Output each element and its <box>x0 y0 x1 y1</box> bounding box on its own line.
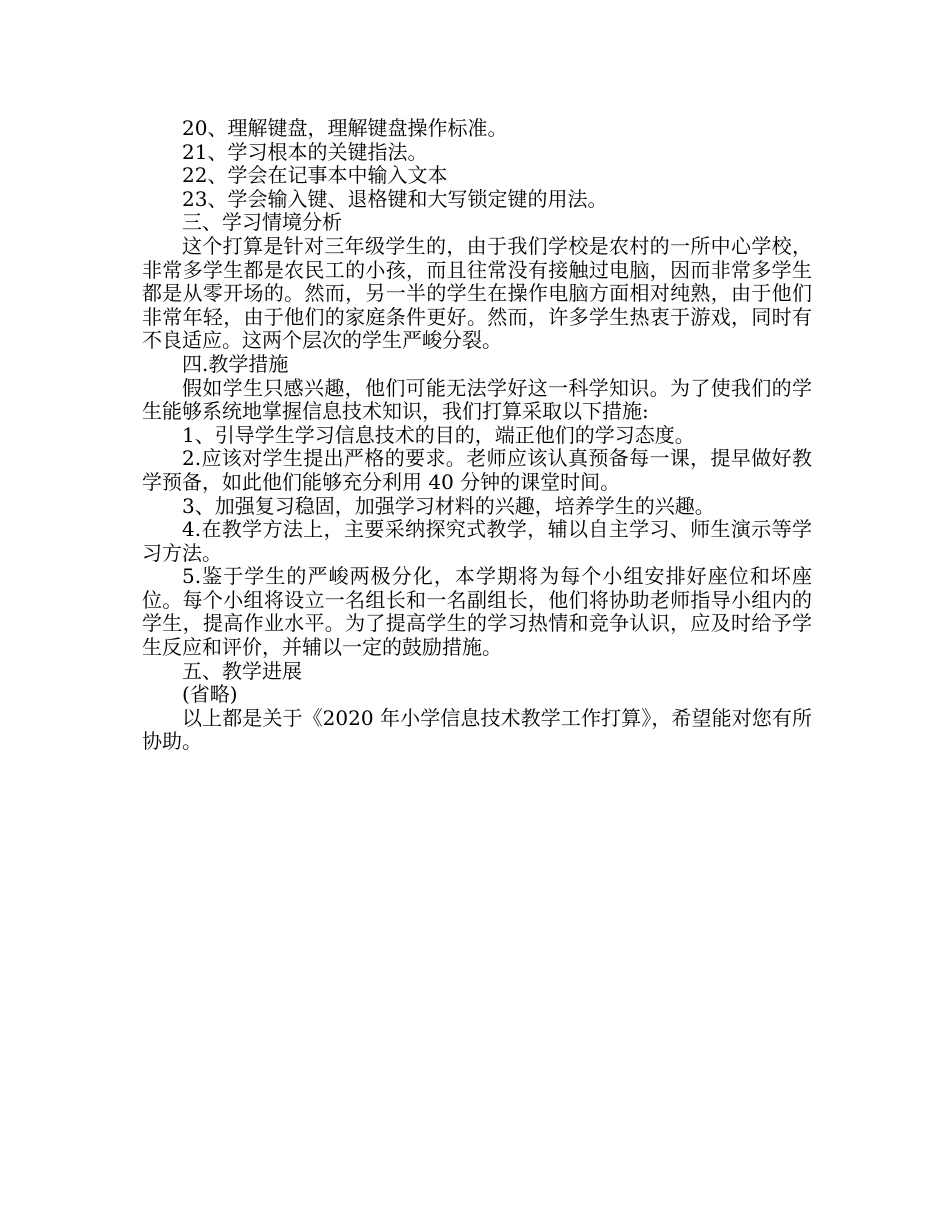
document-page <box>142 117 812 754</box>
list-item-22: 22、学会在记事本中输入文本 <box>182 163 448 188</box>
section-heading-learning-situation: 三、学习情境分析 <box>182 210 342 235</box>
section-heading-teaching-progress: 五、教学进展 <box>182 658 302 683</box>
measure-item-4: 4.在教学方法上，主要采纳探究式教学，辅以自主学习、师生演示等学习方法。 <box>142 517 812 565</box>
body-paragraph-measures-intro: 假如学生只感兴趣，他们可能无法学好这一科学知识。为了使我们的学生能够系统地掌握信息技术知识，我们打算采取以下措施: <box>142 375 812 424</box>
measure-item-3: 3、加强复习稳固，加强学习材料的兴趣，培养学生的兴趣。 <box>182 493 715 518</box>
list-item-20: 20、理解键盘，理解键盘操作标准。 <box>182 116 508 140</box>
closing-paragraph: 以上都是关于《2020 年小学信息技术教学工作打算》，希望能对您有所协助。 <box>142 705 812 754</box>
measure-item-1: 1、引导学生学习信息技术的目的，端正他们的学习态度。 <box>182 422 695 447</box>
section-heading-teaching-measures: 四.教学措施 <box>182 351 289 376</box>
list-item-23: 23、学会输入键、退格键和大写锁定键的用法。 <box>182 186 608 211</box>
body-paragraph-situation-analysis: 这个打算是针对三年级学生的，由于我们学校是农村的一所中心学校，非常多学生都是农民工的小孩，而且往常没有接触过电脑，因而非常多学生都是从零开场的。然而，另一半的学生在操作电脑方面相对纯熟，由于他们非常年轻，由于他们的家庭条件更好。然而，许多学生热衷于游戏，同时有不良适应。这两个层次的学生严峻分裂。 <box>142 233 812 353</box>
measure-item-5: 5.鉴于学生的严峻两极分化，本学期将为每个小组安排好座位和坏座位。每个小组将设立一名组长和一名副组长，他们将协助老师指导小组内的学生，提高作业水平。为了提高学生的学习热情和竞争认识，应及时给予学生反应和评价，并辅以一定的鼓励措施。 <box>142 564 812 660</box>
measure-item-2: 2.应该对学生提出严格的要求。老师应该认真预备每一课，提早做好教学预备，如此他们能够充分利用 40 分钟的课堂时间。 <box>142 446 812 494</box>
omitted-note: (省略) <box>182 682 238 707</box>
list-item-21: 21、学习根本的关键指法。 <box>182 139 428 164</box>
